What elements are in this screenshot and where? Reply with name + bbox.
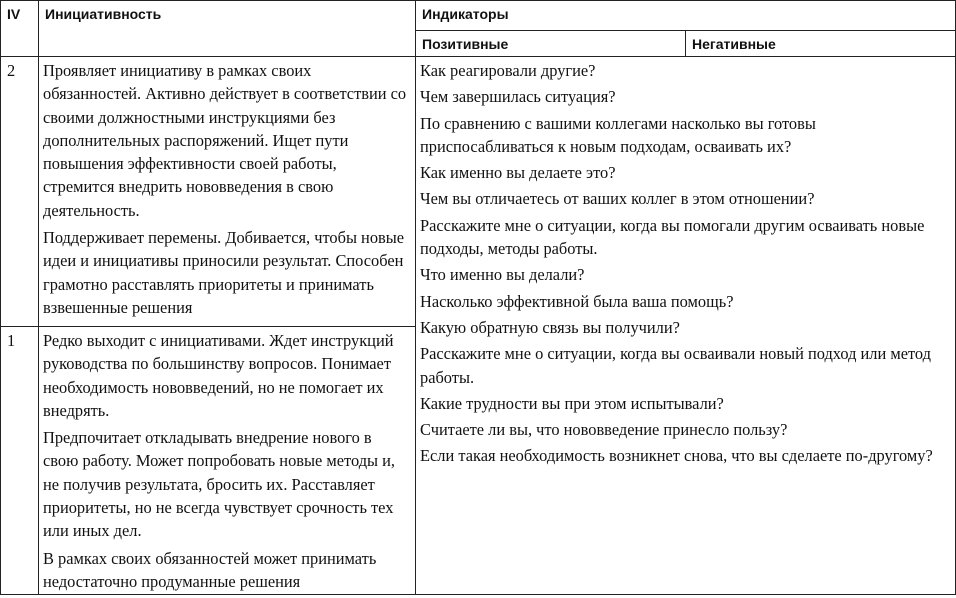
description-paragraph: Предпочитает откладывать внедрение нового в свою работу. Может попробовать новые методы и, не получив результата, бросить их. Расставляет приоритеты, но не всегда чувствует срочность тех или иных дел.: [43, 428, 396, 541]
question-item: Чем завершилась ситуация?: [420, 87, 616, 107]
question-item: Какие трудности вы при этом испытывали?: [420, 393, 724, 413]
row-level: 1: [1, 327, 39, 595]
description-paragraph: В рамках своих обязанностей может принимать недостаточно продуманные решения: [43, 548, 377, 591]
question-item: Расскажите мне о ситуации, когда вы помогали другим осваивать новые подходы, методы работы.: [420, 215, 925, 259]
description-paragraph: Поддерживает перемены. Добивается, чтобы новые идеи и инициативы приносили результат. Способен грамотно расставлять приоритеты и принимать взвешенные решения: [43, 228, 405, 317]
question-item: Расскажите мне о ситуации, когда вы осваивали новый подход или метод работы.: [420, 344, 931, 387]
question-item: По сравнению с вашими коллегами насколько вы готовы приспосабливаться к новым подходам, осваивать их?: [420, 113, 816, 156]
question-item: Какую обратную связь вы получили?: [420, 317, 680, 337]
indicators-cell: [416, 57, 956, 595]
level-description: [39, 327, 416, 595]
question-item: Если такая необходимость возникнет снова, что вы сделаете по-другому?: [420, 446, 933, 466]
header-indicators: Индикаторы: [416, 1, 956, 31]
question-item: Как именно вы делаете это?: [420, 163, 616, 183]
header-positive: Позитивные: [416, 31, 686, 57]
header-negative: Негативные: [686, 31, 956, 57]
question-item: Насколько эффективной была ваша помощь?: [420, 291, 734, 311]
level-description: [39, 57, 416, 327]
question-item: Как реагировали другие?: [420, 61, 596, 80]
description-paragraph: Проявляет инициативу в рамках своих обязанностей. Активно действует в соответствии со своими должностными инструкциями без дополнительных распоряжений. Ищет пути повышения эффективности своей работы, стремится внедрить нововведения в свою деятельность.: [43, 61, 407, 220]
header-level: IV: [1, 1, 39, 57]
row-level: 2: [1, 57, 39, 327]
description-paragraph: Редко выходит с инициативами. Ждет инструкций руководства по большинству вопросов. Понимает необходимость нововведений, но не помогает их внедрять.: [43, 331, 394, 420]
question-item: Что именно вы делали?: [420, 265, 585, 285]
header-competency: Инициативность: [39, 1, 416, 57]
question-item: Считаете ли вы, что нововведение принесло пользу?: [420, 420, 788, 440]
question-item: Чем вы отличаетесь от ваших коллег в этом отношении?: [420, 189, 815, 209]
